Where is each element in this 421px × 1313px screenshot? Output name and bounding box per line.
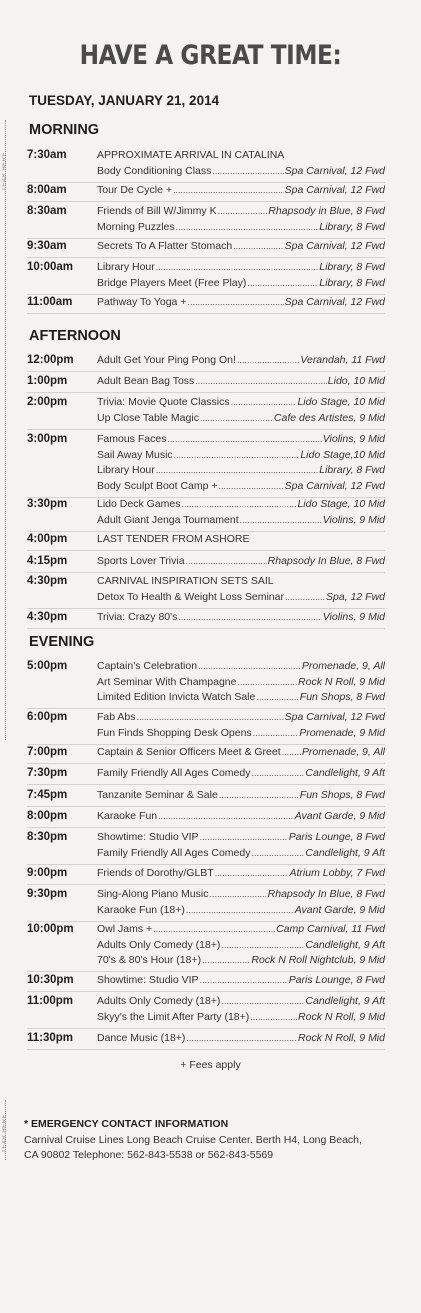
event-time: 7:30pm bbox=[27, 767, 68, 779]
row-divider bbox=[27, 392, 385, 393]
event-location: Rock N Roll Nightclub, 9 Mid bbox=[251, 954, 385, 966]
leader-dots bbox=[173, 185, 284, 195]
event-location: Fun Shops, 8 Fwd bbox=[299, 691, 385, 703]
event-location: Rock N Roll, 9 Mid bbox=[298, 1010, 385, 1023]
section-title-afternoon: AFTERNOON bbox=[29, 328, 121, 344]
event-line bbox=[97, 660, 385, 674]
event-location: Lido, 10 Mid bbox=[327, 375, 385, 387]
event-location: Cafe des Artistes, 9 Mid bbox=[273, 411, 385, 424]
event-location: Spa Carnival, 12 Fwd bbox=[284, 296, 385, 308]
event-line bbox=[97, 847, 385, 861]
event-time: 8:00am bbox=[27, 184, 67, 196]
event-title: Tour De Cycle + bbox=[97, 184, 172, 196]
event-time: 11:30pm bbox=[27, 1032, 74, 1044]
emergency-contact-title: * EMERGENCY CONTACT INFORMATION bbox=[24, 1118, 229, 1130]
leader-dots bbox=[221, 996, 304, 1006]
event-line bbox=[97, 867, 385, 881]
leader-dots bbox=[158, 811, 294, 821]
event-title: Dance Music (18+) bbox=[97, 1032, 186, 1044]
event-time: 1:00pm bbox=[27, 375, 68, 387]
event-location: Promenade, 9 Mid bbox=[299, 726, 385, 739]
event-line bbox=[97, 831, 385, 845]
row-divider bbox=[27, 371, 385, 372]
tear-label-bottom: TEAR HERE bbox=[2, 1114, 8, 1153]
event-location: Fun Shops, 8 Fwd bbox=[299, 789, 385, 801]
event-title: Family Friendly All Ages Comedy bbox=[97, 846, 251, 859]
event-location: Spa Carnival, 12 Fwd bbox=[284, 711, 385, 723]
leader-dots bbox=[251, 768, 304, 778]
event-title: Showtime: Studio VIP bbox=[97, 831, 199, 843]
event-location: Lido Stage, 10 Mid bbox=[297, 396, 385, 408]
leader-dots bbox=[247, 278, 318, 288]
event-title: Limited Edition Invicta Watch Sale bbox=[97, 691, 256, 703]
event-time: 9:30am bbox=[27, 240, 67, 252]
event-line bbox=[97, 296, 385, 310]
leader-dots bbox=[195, 376, 327, 386]
event-location: Paris Lounge, 8 Fwd bbox=[288, 831, 385, 843]
event-line bbox=[97, 611, 385, 625]
row-divider bbox=[27, 1028, 385, 1029]
event-title: Fun Finds Shopping Desk Opens bbox=[97, 726, 252, 739]
event-time: 9:00pm bbox=[27, 867, 68, 879]
event-location: Violins, 9 Mid bbox=[322, 611, 385, 623]
event-title: Morning Puzzles bbox=[97, 220, 175, 233]
event-line bbox=[97, 904, 385, 918]
event-line bbox=[97, 205, 385, 219]
event-time: 7:00pm bbox=[27, 746, 68, 758]
leader-dots bbox=[212, 166, 283, 176]
row-divider bbox=[27, 238, 385, 239]
event-location: Lido Stage, 10 Mid bbox=[297, 498, 385, 510]
event-line bbox=[97, 746, 385, 760]
event-line bbox=[97, 184, 385, 198]
event-line bbox=[97, 449, 385, 463]
event-location: Camp Carnival, 11 Fwd bbox=[276, 923, 385, 935]
row-divider bbox=[27, 550, 385, 551]
event-time: 3:00pm bbox=[27, 433, 68, 445]
leader-dots bbox=[187, 297, 283, 307]
event-title: Art Seminar With Champagne bbox=[97, 675, 237, 688]
event-title: Up Close Table Magic bbox=[97, 411, 199, 424]
tear-line-top bbox=[5, 120, 6, 740]
event-time: 7:30am bbox=[27, 149, 67, 161]
leader-dots bbox=[282, 747, 301, 757]
event-title: Karaoke Fun (18+) bbox=[97, 903, 185, 916]
event-title: Lido Deck Games bbox=[97, 498, 181, 510]
row-divider bbox=[27, 294, 385, 295]
event-time: 8:00pm bbox=[27, 810, 68, 822]
row-divider bbox=[27, 257, 385, 258]
event-location: Verandah, 11 Fwd bbox=[300, 354, 385, 366]
event-title: Karaoke Fun bbox=[97, 810, 158, 822]
event-line bbox=[97, 412, 385, 426]
event-location: Atrium Lobby, 7 Fwd bbox=[289, 867, 385, 879]
event-title: LAST TENDER FROM ASHORE bbox=[97, 533, 250, 545]
event-time: 5:00pm bbox=[27, 660, 68, 672]
leader-dots bbox=[253, 728, 299, 738]
event-line bbox=[97, 433, 385, 447]
leader-dots bbox=[200, 975, 288, 985]
event-title: Body Sculpt Boot Camp + bbox=[97, 479, 218, 492]
leader-dots bbox=[156, 465, 318, 475]
row-divider bbox=[27, 182, 385, 183]
leader-dots bbox=[198, 661, 301, 671]
row-divider bbox=[27, 429, 385, 430]
event-line bbox=[97, 354, 385, 368]
row-divider bbox=[27, 1049, 385, 1050]
row-divider bbox=[27, 884, 385, 885]
event-line bbox=[97, 575, 385, 589]
leader-dots bbox=[221, 940, 304, 950]
event-time: 10:00am bbox=[27, 261, 74, 273]
event-title: Bridge Players Meet (Free Play) bbox=[97, 276, 247, 289]
event-line bbox=[97, 375, 385, 389]
event-location: Avant Garde, 9 Mid bbox=[294, 903, 385, 916]
event-line bbox=[97, 555, 385, 569]
event-title: Captain's Celebration bbox=[97, 660, 198, 672]
event-line bbox=[97, 711, 385, 725]
event-location: Candlelight, 9 Aft bbox=[305, 846, 385, 859]
event-line bbox=[97, 240, 385, 254]
event-time: 6:00pm bbox=[27, 711, 68, 723]
event-time: 4:30pm bbox=[27, 575, 68, 587]
event-time: 8:30am bbox=[27, 205, 67, 217]
event-line bbox=[97, 396, 385, 410]
leader-dots bbox=[156, 262, 318, 272]
row-divider bbox=[27, 806, 385, 807]
event-location: Candlelight, 9 Aft bbox=[305, 767, 385, 779]
event-title: Trivia: Movie Quote Classics bbox=[97, 396, 230, 408]
section-title-morning: MORNING bbox=[29, 122, 100, 138]
event-line bbox=[97, 691, 385, 705]
event-location: Violins, 9 Mid bbox=[322, 433, 385, 445]
leader-dots bbox=[176, 222, 319, 232]
event-time: 3:30pm bbox=[27, 498, 68, 510]
leader-dots bbox=[181, 499, 296, 509]
page-headline: HAVE A GREAT TIME: bbox=[79, 40, 342, 71]
leader-dots bbox=[209, 889, 266, 899]
event-time: 11:00pm bbox=[27, 995, 74, 1007]
section-title-evening: EVENING bbox=[29, 634, 95, 650]
leader-dots bbox=[233, 241, 283, 251]
row-divider bbox=[27, 763, 385, 764]
schedule-date: TUESDAY, JANUARY 21, 2014 bbox=[29, 93, 220, 108]
event-line bbox=[97, 1032, 385, 1046]
event-location: Library, 8 Fwd bbox=[319, 220, 385, 233]
leader-dots bbox=[200, 832, 288, 842]
event-line bbox=[97, 789, 385, 803]
event-location: Rhapsody In Blue, 8 Fwd bbox=[267, 888, 385, 900]
row-divider bbox=[27, 827, 385, 828]
event-line bbox=[97, 974, 385, 988]
event-time: 10:30pm bbox=[27, 974, 74, 986]
event-location: Candlelight, 9 Aft bbox=[305, 995, 385, 1007]
fees-note: + Fees apply bbox=[180, 1059, 241, 1071]
leader-dots bbox=[186, 556, 267, 566]
row-divider bbox=[27, 201, 385, 202]
event-line bbox=[97, 995, 385, 1009]
leader-dots bbox=[251, 848, 304, 858]
event-location: Promenade, 9, All bbox=[301, 746, 385, 758]
event-title: Adult Giant Jenga Tournament bbox=[97, 513, 239, 526]
event-location: Library, 8 Fwd bbox=[319, 276, 385, 289]
event-line bbox=[97, 480, 385, 494]
event-title: Tanzanite Seminar & Sale bbox=[97, 789, 218, 801]
event-location: Library, 8 Fwd bbox=[319, 261, 385, 273]
event-title: APPROXIMATE ARRIVAL IN CATALINA bbox=[97, 149, 285, 161]
leader-dots bbox=[219, 481, 284, 491]
event-title: Friends of Bill W/Jimmy K bbox=[97, 205, 217, 217]
leader-dots bbox=[178, 612, 321, 622]
leader-dots bbox=[137, 712, 284, 722]
row-divider bbox=[27, 864, 385, 865]
leader-dots bbox=[153, 924, 275, 934]
leader-dots bbox=[202, 955, 250, 965]
event-title: Library Hour bbox=[97, 464, 155, 476]
event-line bbox=[97, 498, 385, 512]
emergency-contact-text: Carnival Cruise Lines Long Beach Cruise Center. Berth H4, Long Beach, CA 90802 Telephone: 562-843-5538 or 562-843-5569 bbox=[24, 1134, 362, 1161]
event-title: Friends of Dorothy/GLBT bbox=[97, 867, 214, 879]
row-divider bbox=[27, 708, 385, 709]
event-line bbox=[97, 1011, 385, 1025]
event-line bbox=[97, 464, 385, 478]
event-title: Captain & Senior Officers Meet & Greet bbox=[97, 746, 281, 758]
row-divider bbox=[27, 313, 385, 314]
event-location: Rock N Roll, 9 Mid bbox=[298, 1032, 385, 1044]
event-title: Sail Away Music bbox=[97, 448, 173, 461]
event-title: Skyy's the Limit After Party (18+) bbox=[97, 1010, 250, 1023]
event-line bbox=[97, 888, 385, 902]
leader-dots bbox=[231, 397, 297, 407]
event-location: Library, 8 Fwd bbox=[319, 464, 385, 476]
leader-dots bbox=[237, 355, 299, 365]
event-location: Lido Stage,10 Mid bbox=[300, 448, 385, 461]
row-divider bbox=[27, 971, 385, 972]
event-title: Secrets To A Flatter Stomach bbox=[97, 240, 233, 252]
event-location: Rock N Roll, 9 Mid bbox=[298, 675, 385, 688]
event-line bbox=[97, 939, 385, 953]
event-line bbox=[97, 261, 385, 275]
event-time: 7:45pm bbox=[27, 789, 68, 801]
event-line bbox=[97, 221, 385, 235]
leader-dots bbox=[219, 790, 299, 800]
event-location: Spa Carnival, 12 Fwd bbox=[284, 479, 385, 492]
event-title: 70's & 80's Hour (18+) bbox=[97, 954, 202, 966]
event-location: Promenade, 9, All bbox=[301, 660, 385, 672]
event-time: 4:30pm bbox=[27, 611, 68, 623]
leader-dots bbox=[218, 206, 268, 216]
event-time: 11:00am bbox=[27, 296, 73, 308]
event-location: Avant Garde, 9 Mid bbox=[294, 810, 385, 822]
event-location: Spa Carnival, 12 Fwd bbox=[284, 164, 385, 177]
event-location: Paris Lounge, 8 Fwd bbox=[288, 974, 385, 986]
event-title: Sports Lover Trivia bbox=[97, 555, 185, 567]
event-title: Adults Only Comedy (18+) bbox=[97, 995, 221, 1007]
leader-dots bbox=[200, 413, 273, 423]
event-time: 10:00pm bbox=[27, 923, 74, 935]
leader-dots bbox=[174, 450, 300, 460]
tear-label-top: TEAR HERE bbox=[2, 152, 8, 191]
row-divider bbox=[27, 531, 385, 532]
event-line bbox=[97, 514, 385, 528]
leader-dots bbox=[215, 868, 289, 878]
leader-dots bbox=[256, 692, 298, 702]
event-title: Sing-Along Piano Music bbox=[97, 888, 209, 900]
event-line bbox=[97, 727, 385, 741]
event-location: Rhapsody In Blue, 8 Fwd bbox=[267, 555, 385, 567]
leader-dots bbox=[285, 592, 325, 602]
event-location: Spa Carnival, 12 Fwd bbox=[284, 240, 385, 252]
row-divider bbox=[27, 921, 385, 922]
event-title: Adult Get Your Ping Pong On! bbox=[97, 354, 236, 366]
event-title: Famous Faces bbox=[97, 433, 167, 445]
event-title: Detox To Health & Weight Loss Seminar bbox=[97, 590, 284, 603]
row-divider bbox=[27, 572, 385, 573]
event-line bbox=[97, 767, 385, 781]
row-divider bbox=[27, 628, 385, 629]
event-time: 2:00pm bbox=[27, 396, 68, 408]
event-line bbox=[97, 149, 385, 163]
row-divider bbox=[27, 991, 385, 992]
leader-dots bbox=[237, 677, 297, 687]
event-location: Rhapsody in Blue, 8 Fwd bbox=[268, 205, 385, 217]
row-divider bbox=[27, 744, 385, 745]
event-title: Body Conditioning Class bbox=[97, 164, 212, 177]
event-line bbox=[97, 277, 385, 291]
event-time: 4:00pm bbox=[27, 533, 68, 545]
leader-dots bbox=[167, 434, 321, 444]
event-location: Violins, 9 Mid bbox=[322, 513, 385, 526]
leader-dots bbox=[240, 515, 322, 525]
event-time: 12:00pm bbox=[27, 354, 74, 366]
row-divider bbox=[27, 608, 385, 609]
event-line bbox=[97, 810, 385, 824]
event-title: Pathway To Yoga + bbox=[97, 296, 187, 308]
event-title: CARNIVAL INSPIRATION SETS SAIL bbox=[97, 575, 274, 587]
event-line bbox=[97, 923, 385, 937]
event-line bbox=[97, 954, 385, 968]
event-title: Adult Bean Bag Toss bbox=[97, 375, 195, 387]
event-time: 8:30pm bbox=[27, 831, 68, 843]
event-title: Family Friendly All Ages Comedy bbox=[97, 767, 251, 779]
event-title: Showtime: Studio VIP bbox=[97, 974, 199, 986]
event-line bbox=[97, 591, 385, 605]
event-location: Spa Carnival, 12 Fwd bbox=[284, 184, 385, 196]
event-location: Candlelight, 9 Aft bbox=[305, 938, 385, 951]
event-title: Library Hour bbox=[97, 261, 155, 273]
leader-dots bbox=[186, 905, 294, 915]
event-location: Spa, 12 Fwd bbox=[326, 590, 385, 603]
event-title: Owl Jams + bbox=[97, 923, 153, 935]
event-line bbox=[97, 165, 385, 179]
event-time: 9:30pm bbox=[27, 888, 68, 900]
event-title: Fab Abs bbox=[97, 711, 136, 723]
leader-dots bbox=[250, 1012, 297, 1022]
event-line bbox=[97, 676, 385, 690]
event-title: Adults Only Comedy (18+) bbox=[97, 938, 221, 951]
event-time: 4:15pm bbox=[27, 555, 68, 567]
leader-dots bbox=[186, 1033, 297, 1043]
event-title: Trivia: Crazy 80's bbox=[97, 611, 178, 623]
row-divider bbox=[27, 784, 385, 785]
event-line bbox=[97, 533, 385, 547]
